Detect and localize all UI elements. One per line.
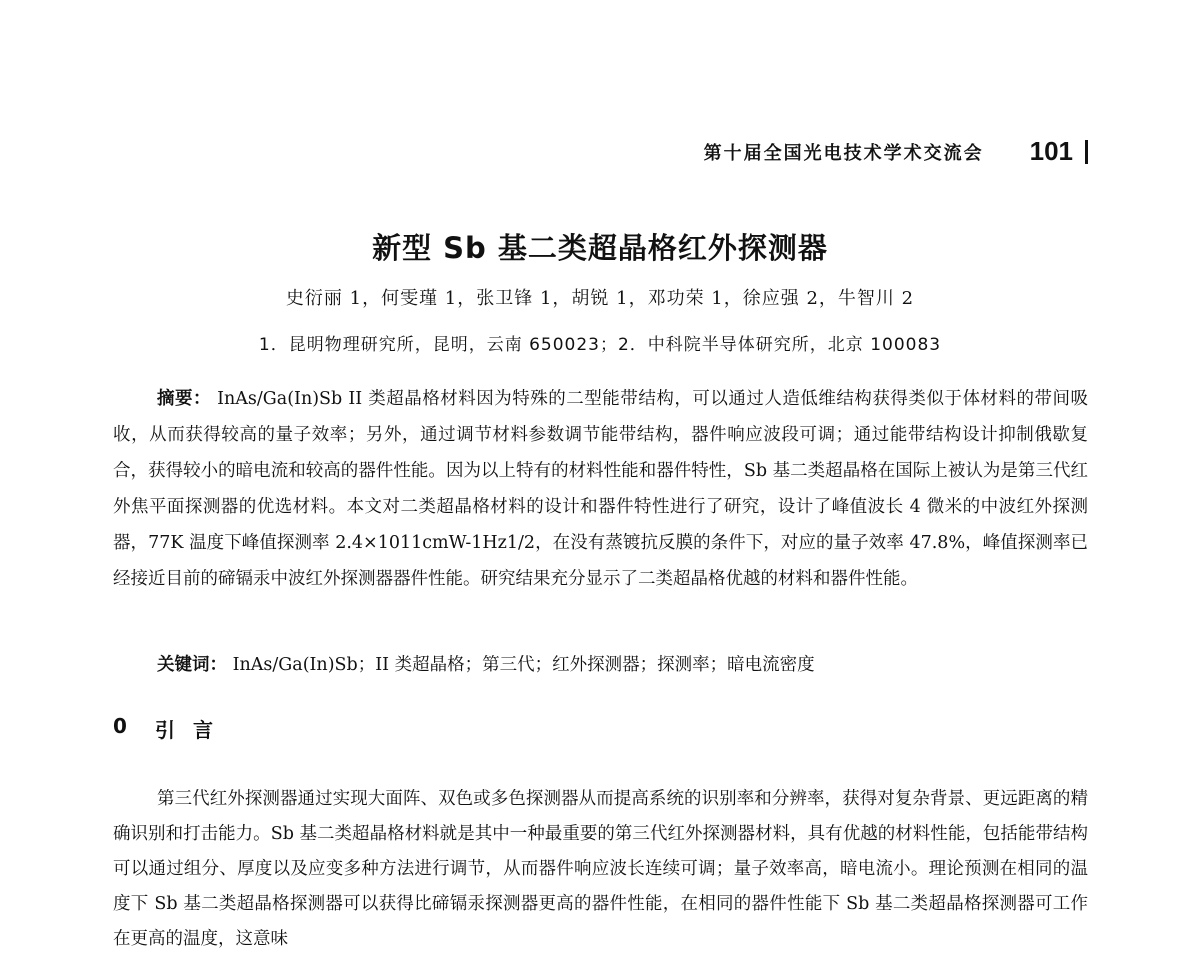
keywords-text: InAs/Ga(In)Sb；II 类超晶格；第三代；红外探测器；探测率；暗电流密度 — [232, 655, 815, 675]
keywords-label: 关键词： — [157, 655, 227, 675]
author-list: 史衍丽 1，何雯瑾 1，张卫锋 1，胡锐 1，邓功荣 1，徐应强 2，牛智川 2 — [285, 288, 915, 309]
abstract-text: InAs/Ga(In)Sb II 类超晶格材料因为特殊的二型能带结构，可以通过人造低维结构获得类似于体材料的带间吸收，从而获得较高的量子效率；另外，通过调节材料参数调节能带结构，器件响应波段可调；通过能带结构设计抑制俄歇复合，获得较小的暗电流和较高的器件性能。因为以上特有的材料性能和器件特性，Sb 基二类超晶格在国际上被认为是第三代红外焦平面探测器的优选材料。本文对二类超晶格材料的设计和器件特性进行了研究，设计了峰值波长 4 微米的中波红外探测器，77K 温度下峰值探测率 2.4×1011cmW-1Hz1/2，在没有蒸镀抗反膜的条件下，对应的量子效率 47.8%，峰值探测率已经接近目前的碲镉汞中波红外探测器器件性能。研究结果充分显示了二类超晶格优越的材料和器件性能。 — [113, 389, 1088, 589]
running-header — [704, 136, 1088, 167]
abstract-label: 摘要： — [157, 389, 212, 409]
intro-paragraph: 第三代红外探测器通过实现大面阵、双色或多色探测器从而提高系统的识别率和分辨率，获得对复杂背景、更远距离的精确识别和打击能力。Sb 基二类超晶格材料就是其中一种最重要的第三代红外探测器材料，具有优越的材料性能，包括能带结构可以通过组分、厚度以及应变多种方法进行调节，从而器件响应波长连续可调；量子效率高，暗电流小。理论预测在相同的温度下 Sb 基二类超晶格探测器可以获得比碲镉汞探测器更高的器件性能，在相同的器件性能下 Sb 基二类超晶格探测器可工作在更高的温度，这意味 — [113, 789, 1088, 949]
conference-name: 第十届全国光电技术学术交流会 — [703, 142, 984, 164]
paper-title: 新型 Sb 基二类超晶格红外探测器 — [372, 231, 828, 265]
keywords — [113, 647, 1088, 683]
header-rule — [1085, 140, 1088, 164]
affiliation-list: 1．昆明物理研究所，昆明，云南 650023；2．中科院半导体研究所，北京 100083 — [258, 335, 942, 355]
section-title: 引言 — [155, 718, 231, 742]
section-heading — [113, 714, 231, 743]
page-number: 101 — [1029, 136, 1073, 166]
abstract — [113, 381, 1088, 597]
section-number: 0 — [113, 714, 127, 738]
